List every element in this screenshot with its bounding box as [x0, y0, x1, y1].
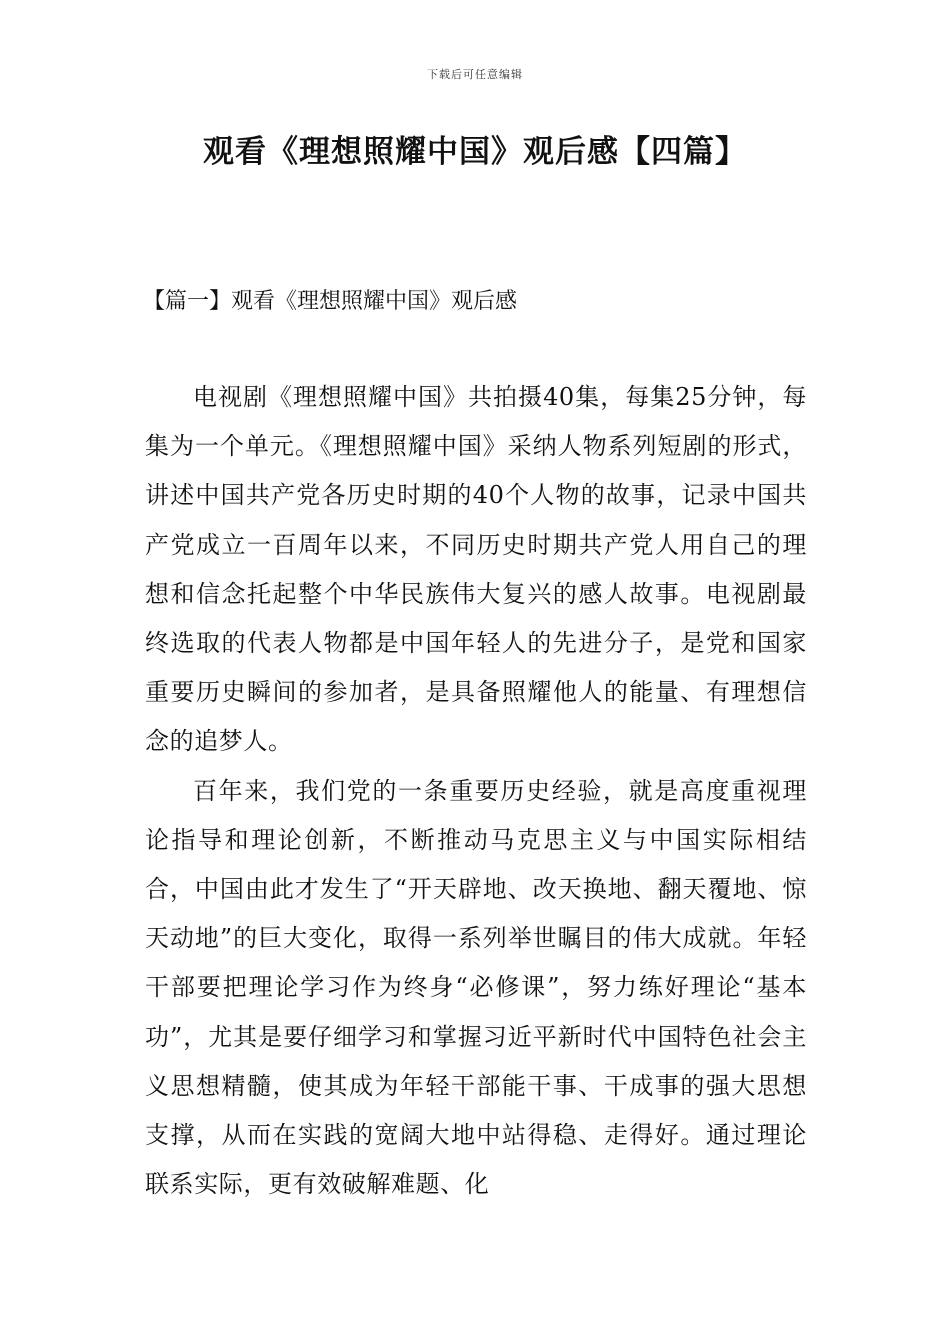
section-heading: 【篇一】观看《理想照耀中国》观后感	[143, 289, 518, 314]
paragraph: 百年来，我们党的一条重要历史经验，就是高度重视理论指导和理论创新，不断推动马克思主义与中国实际相结合，中国由此才发生了“开天辟地、改天换地、翻天覆地、惊天动地”的巨大变化，取得一系列举世瞩目的伟大成就。年轻干部要把理论学习作为终身“必修课”，努力练好理论“基本功”，尤其是要仔细学习和掌握习近平新时代中国特色社会主义思想精髓，使其成为年轻干部能干事、干成事的强大思想支撑，从而在实践的宽阔大地中站得稳、走得好。通过理论联系实际，更有效破解难题、化	[145, 776, 807, 1199]
document-title: 观看《理想照耀中国》观后感【四篇】	[203, 134, 747, 170]
body-text	[145, 373, 807, 1209]
paragraph: 电视剧《理想照耀中国》共拍摄40集，每集25分钟，每集为一个单元。《理想照耀中国》采纳人物系列短剧的形式，讲述中国共产党各历史时期的40个人物的故事，记录中国共产党成立一百周年以来，不同历史时期共产党人用自己的理想和信念托起整个中华民族伟大复兴的感人故事。电视剧最终选取的代表人物都是中国年轻人的先进分子，是党和国家重要历史瞬间的参加者，是具备照耀他人的能量、有理想信念的追梦人。	[145, 383, 807, 756]
header-note: 下载后可任意编辑	[427, 68, 523, 81]
